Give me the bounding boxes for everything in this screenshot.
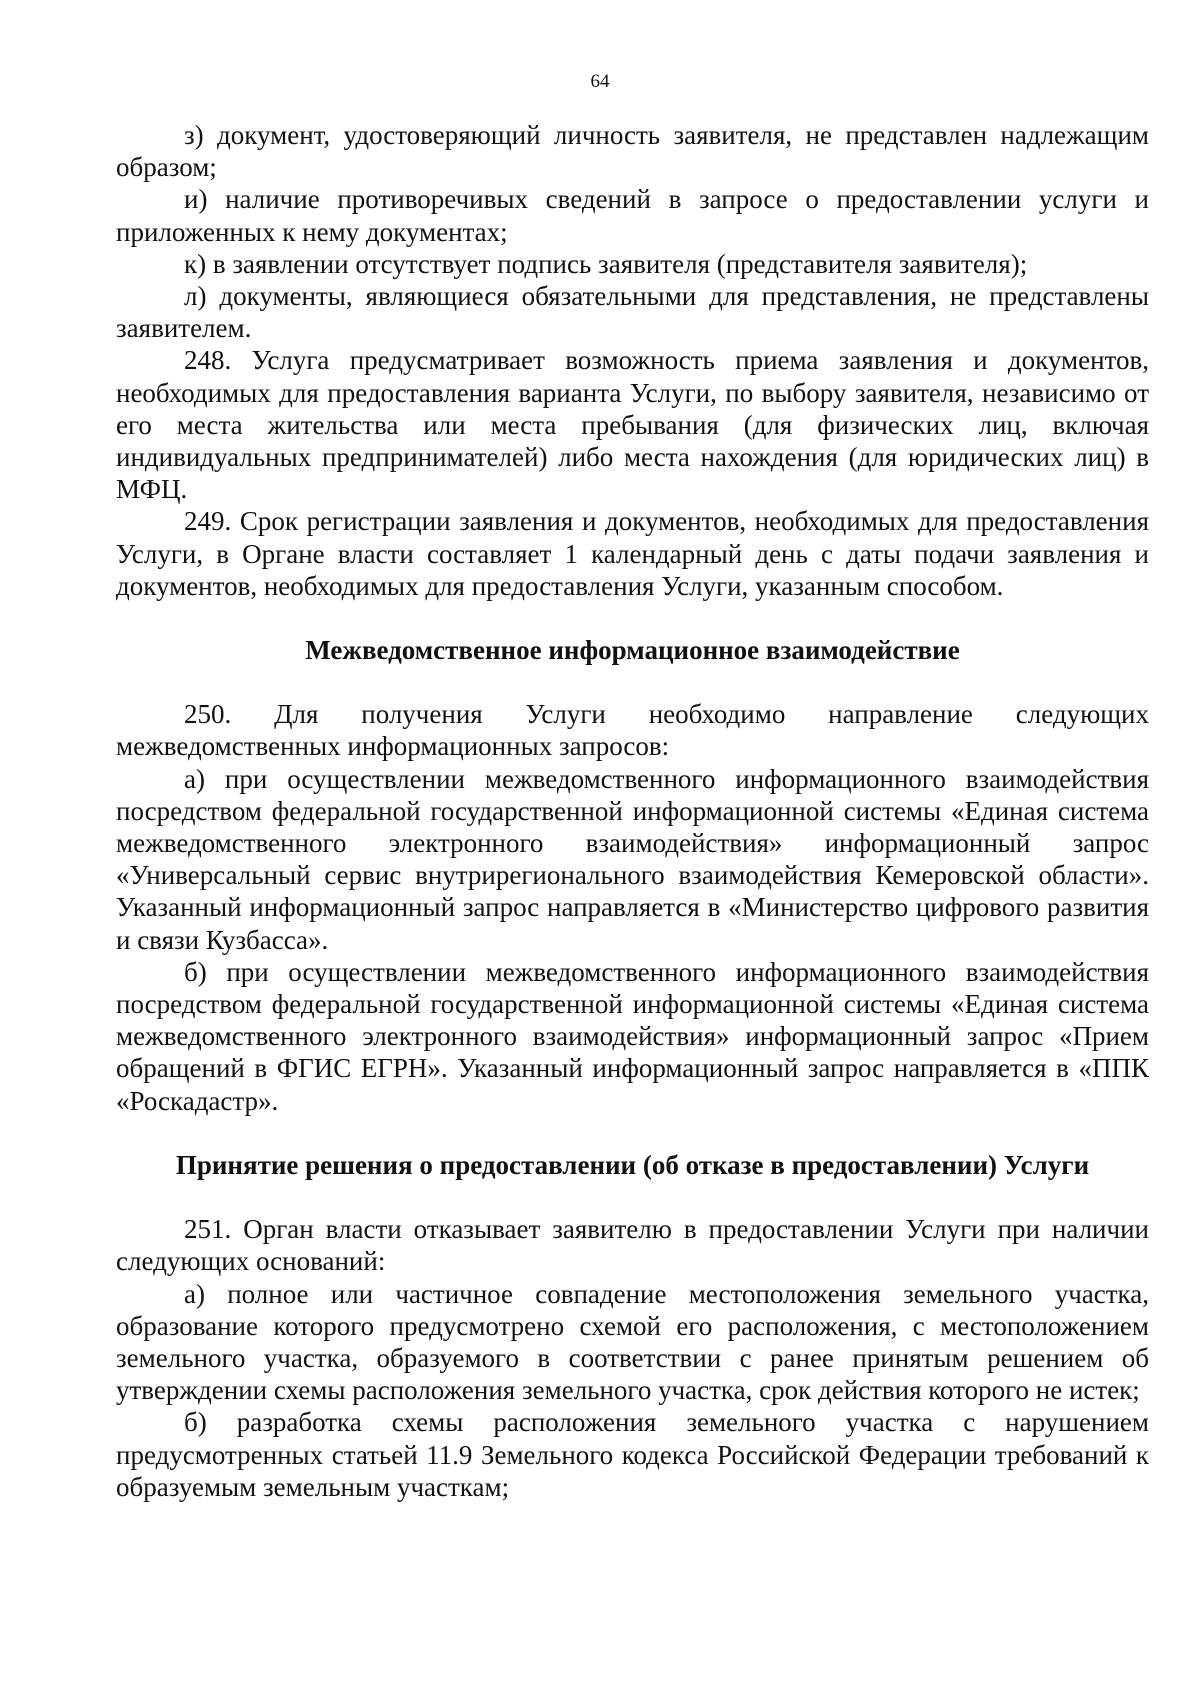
item-k: к) в заявлении отсутствует подпись заявителя (представителя заявителя);: [184, 248, 1028, 279]
item-z: з) документ, удостоверяющий личность заявителя, не представлен надлежащим образом;: [116, 120, 1149, 183]
clause-251-a: а) полное или частичное совпадение местоположения земельного участка, образование которого предусмотрено схемой его расположения, с местоположением земельного участка, образуемого в соответствии с ранее принятым решением об утверждении схемы расположения земельного участка, срок действия которого не истек;: [116, 1278, 1149, 1406]
clause-250: 250. Для получения Услуги необходимо направление следующих межведомственных информационных запросов:: [116, 699, 1149, 762]
clause-251: 251. Орган власти отказывает заявителю в предоставлении Услуги при наличии следующих оснований:: [116, 1214, 1149, 1277]
item-l: л) документы, являющиеся обязательными для представления, не представлены заявителем.: [116, 281, 1149, 344]
clause-251-b: б) разработка схемы расположения земельного участка с нарушением предусмотренных статьей 11.9 Земельного кодекса Российской Федерации требований к образуемым земельным участкам;: [116, 1407, 1149, 1502]
heading-decision: Принятие решения о предоставлении (об отказе в предоставлении) Услуги: [175, 1149, 1090, 1180]
clause-249: 249. Срок регистрации заявления и документов, необходимых для предоставления Услуги, в Органе власти составляет 1 календарный день с даты подачи заявления и документов, необходимых для предоставления Услуги, указанным способом.: [116, 506, 1149, 601]
clause-250-a: а) при осуществлении межведомственного информационного взаимодействия посредством федеральной государственной информационной системы «Единая система межведомственного электронного взаимодействия» информационный запрос «Универсальный сервис внутрирегионального взаимодействия Кемеровской области». Указанный информационный запрос направляется в «Министерство цифрового развития и связи Кузбасса».: [116, 763, 1149, 955]
page-number: 64: [590, 71, 610, 92]
clause-250-b: б) при осуществлении межведомственного информационного взаимодействия посредством федеральной государственной информационной системы «Единая система межведомственного электронного взаимодействия» информационный запрос «Прием обращений в ФГИС ЕГРН». Указанный информационный запрос направляется в «ППК «Роскадастр».: [116, 956, 1149, 1116]
heading-interagency: Межведомственное информационное взаимодействие: [305, 635, 960, 666]
item-i: и) наличие противоречивых сведений в запросе о предоставлении услуги и приложенных к нему документах;: [116, 184, 1149, 247]
document-body: [116, 119, 1149, 1503]
clause-248: 248. Услуга предусматривает возможность приема заявления и документов, необходимых для предоставления варианта Услуги, по выбору заявителя, независимо от его места жительства или места пребывания (для физических лиц, включая индивидуальных предпринимателей) либо места нахождения (для юридических лиц) в МФЦ.: [116, 345, 1149, 505]
